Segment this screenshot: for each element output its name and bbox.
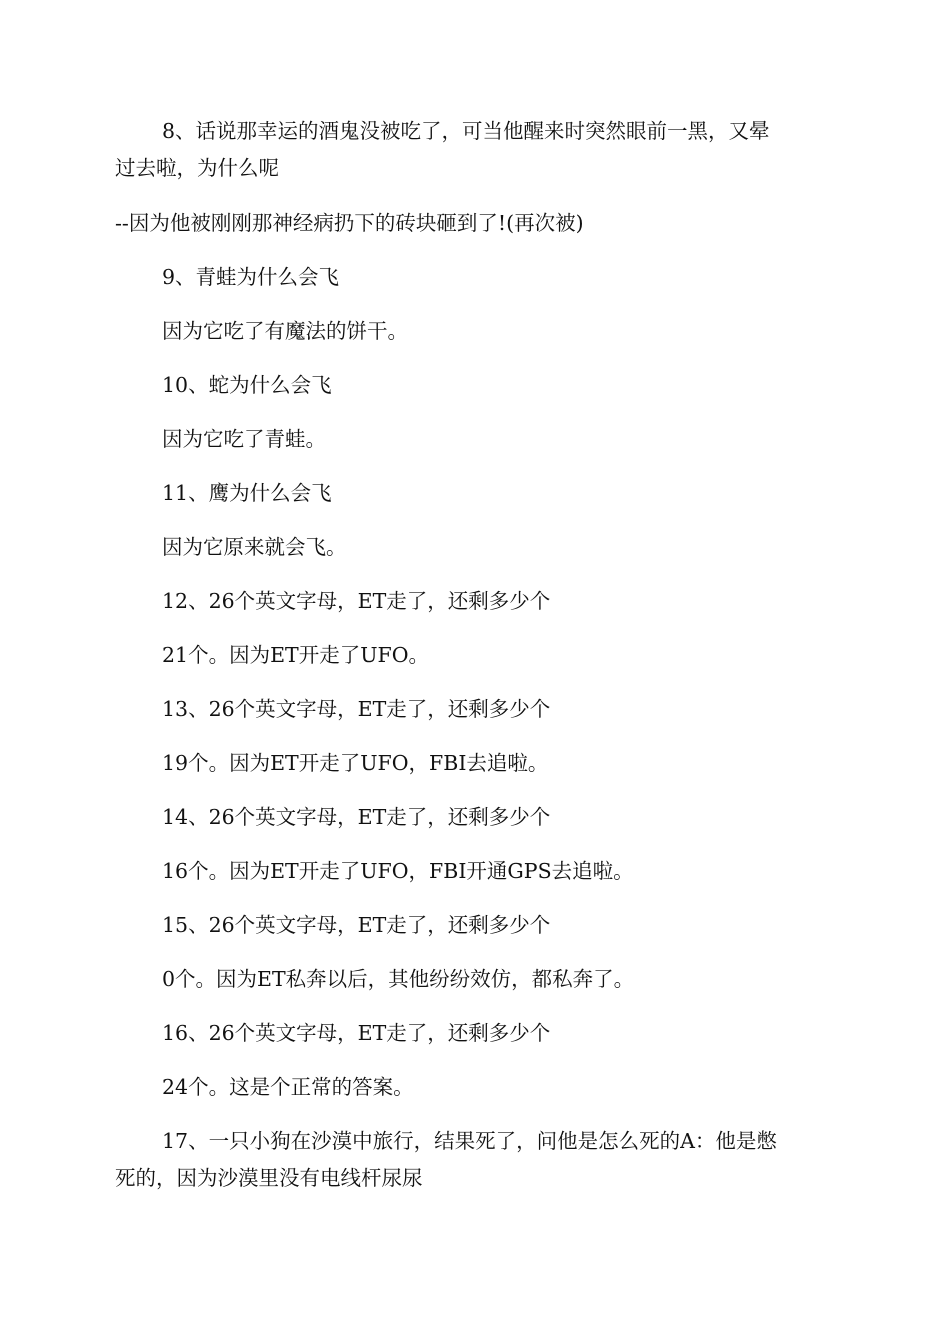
question-13: 13、26个英文字母，ET走了，还剩多少个	[162, 697, 551, 721]
question-10: 10、蛇为什么会飞	[162, 373, 332, 397]
paragraph-8-line-2: 过去啦，为什么呢	[115, 156, 279, 180]
paragraph-8-line-1: 8、话说那幸运的酒鬼没被吃了，可当他醒来时突然眼前一黑，又晕	[162, 119, 770, 143]
answer-9: 因为它吃了有魔法的饼干。	[162, 319, 408, 343]
question-12: 12、26个英文字母，ET走了，还剩多少个	[162, 589, 551, 613]
paragraph-8-answer: --因为他被刚刚那神经病扔下的砖块砸到了!(再次被)	[115, 211, 584, 235]
answer-12: 21个。因为ET开走了UFO。	[162, 643, 430, 667]
question-16: 16、26个英文字母，ET走了，还剩多少个	[162, 1021, 551, 1045]
answer-16: 24个。这是个正常的答案。	[162, 1075, 414, 1099]
answer-10: 因为它吃了青蛙。	[162, 427, 326, 451]
answer-15: 0个。因为ET私奔以后，其他纷纷效仿，都私奔了。	[162, 967, 635, 991]
answer-11: 因为它原来就会飞。	[162, 535, 347, 559]
question-17-line-2: 死的，因为沙漠里没有电线杆尿尿	[115, 1166, 423, 1190]
answer-14: 16个。因为ET开走了UFO，FBI开通GPS去追啦。	[162, 859, 634, 883]
question-14: 14、26个英文字母，ET走了，还剩多少个	[162, 805, 551, 829]
question-11: 11、鹰为什么会飞	[162, 481, 332, 505]
question-15: 15、26个英文字母，ET走了，还剩多少个	[162, 913, 551, 937]
answer-13: 19个。因为ET开走了UFO，FBI去追啦。	[162, 751, 549, 775]
question-17-line-1: 17、一只小狗在沙漠中旅行，结果死了，问他是怎么死的A：他是憋	[162, 1129, 777, 1153]
question-9: 9、青蛙为什么会飞	[162, 265, 340, 289]
